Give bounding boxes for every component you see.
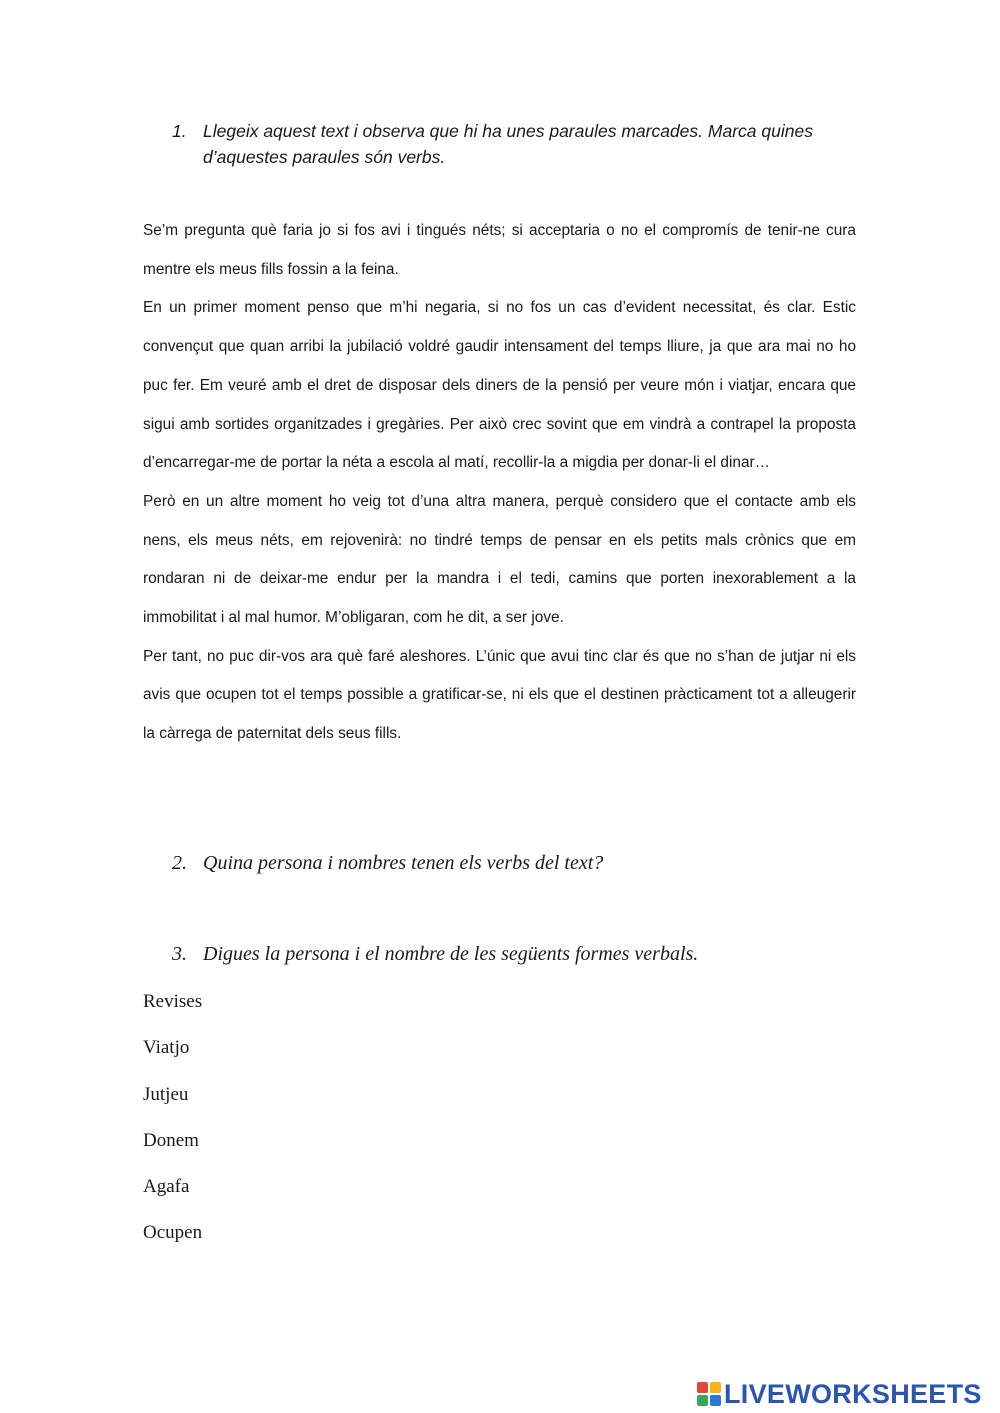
reading-passage bbox=[143, 212, 856, 754]
passage-paragraph: Se’m pregunta què faria jo si fos avi i tingués néts; si acceptaria o no el compromís de tenir-ne cura mentre els meus fills fossin a la feina. bbox=[143, 222, 856, 278]
verb-item: Ocupen bbox=[143, 1222, 203, 1244]
passage-paragraph: En un primer moment penso que m’hi negaria, si no fos un cas d’evident necessitat, és clar. Estic convençut que quan arribi la jubilació voldré gaudir intensament del temps lliure, ja que ara mai no ho puc fer. Em veuré amb el dret de disposar dels diners de la pensió per veure món i viatjar, encara que sigui amb sortides organitzades i gregàries. Per això crec sovint que em vindrà a contrapel la proposta d’encarregar-me de portar la néta a escola al matí, recollir-la a migdia per donar-li el dinar… bbox=[143, 299, 856, 472]
question-1-number: 1. bbox=[172, 121, 187, 141]
logo-wordmark: LIVEWORKSHEETS bbox=[724, 1378, 982, 1409]
verb-item: Revises bbox=[143, 991, 203, 1012]
verb-item: Agafa bbox=[143, 1176, 190, 1198]
logo-square bbox=[710, 1382, 721, 1393]
question-1-text: Llegeix aquest text i observa que hi ha unes paraules marcades. Marca quines d’aquestes paraules són verbs. bbox=[203, 121, 813, 167]
question-3 bbox=[172, 941, 862, 967]
liveworksheets-logo bbox=[697, 1377, 982, 1411]
logo-mark-icon bbox=[697, 1382, 721, 1406]
question-1 bbox=[172, 118, 862, 170]
passage-paragraph: Per tant, no puc dir-vos ara què faré aleshores. L’únic que avui tinc clar és que no s’han de jutjar ni els avis que ocupen tot el temps possible a gratificar-se, ni els que el destinen pràcticament tot a alleugerir la càrrega de paternitat dels seus fills. bbox=[143, 647, 856, 743]
verb-item: Donem bbox=[143, 1129, 199, 1151]
question-2 bbox=[172, 850, 862, 876]
question-2-text: Quina persona i nombres tenen els verbs del text? bbox=[203, 852, 604, 874]
logo-square bbox=[697, 1395, 708, 1406]
verb-list bbox=[143, 985, 202, 1263]
logo-square bbox=[697, 1382, 708, 1393]
verb-item: Viatjo bbox=[143, 1037, 190, 1059]
question-3-number: 3. bbox=[172, 943, 187, 965]
logo-square bbox=[710, 1395, 721, 1406]
verb-item: Jutjeu bbox=[143, 1083, 189, 1105]
question-2-number: 2. bbox=[172, 852, 187, 874]
question-3-text: Digues la persona i el nombre de les següents formes verbals. bbox=[203, 943, 699, 965]
passage-paragraph: Però en un altre moment ho veig tot d’una altra manera, perquè considero que el contacte amb els nens, els meus néts, em rejovenirà: no tindré temps de pensar en els petits mals crònics que em rondaran ni de deixar-me endur per la mandra i el tedi, camins que porten inexorablement a la immobilitat i al mal humor. M’obligaran, com he dit, a ser jove. bbox=[143, 492, 856, 627]
